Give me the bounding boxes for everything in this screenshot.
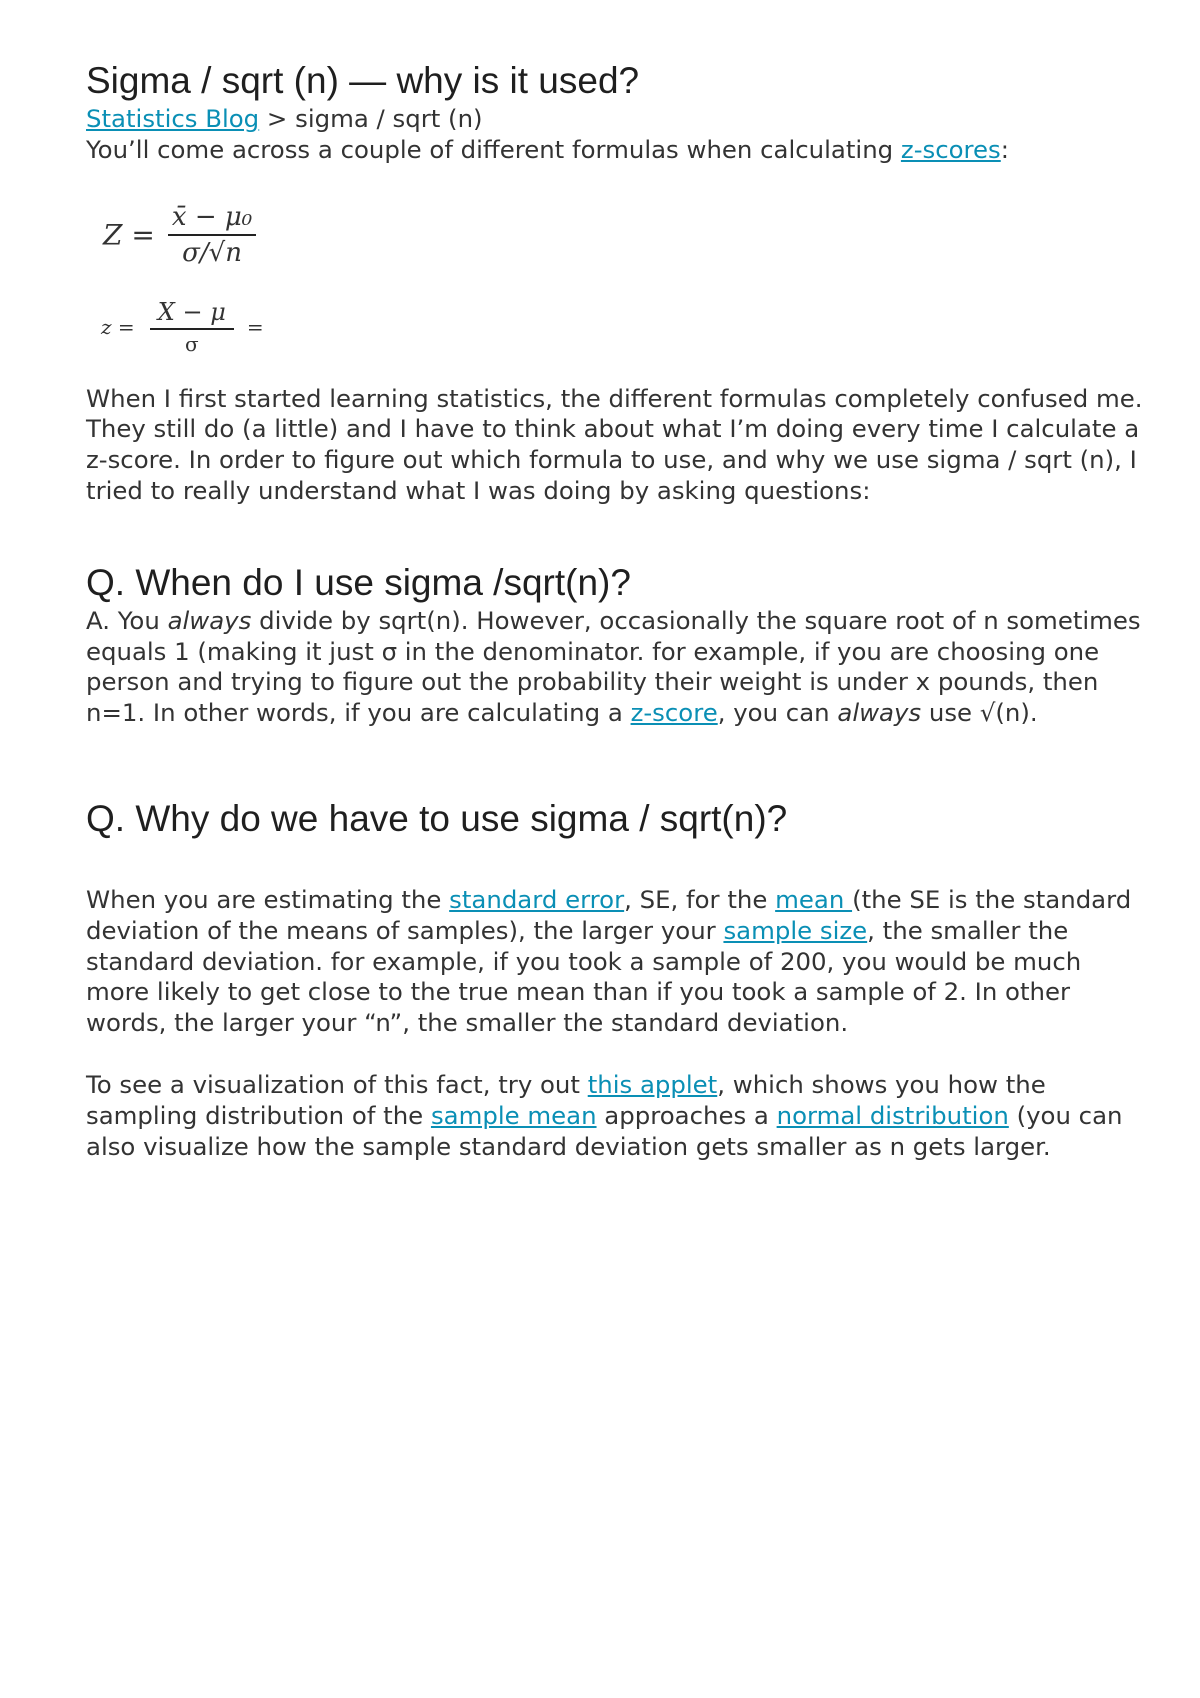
q1-text-mid2: , you can xyxy=(717,698,838,728)
q2-paragraph-applet xyxy=(86,1070,1146,1162)
link-z-scores[interactable]: z-scores xyxy=(900,134,1001,164)
formula2-trailing: = xyxy=(246,314,264,339)
q2-applet-text-a: To see a visualization of this fact, try out xyxy=(86,1069,588,1099)
formula-z-single xyxy=(101,298,1146,362)
link-mean[interactable]: mean xyxy=(775,884,853,914)
formula2-fraction xyxy=(150,298,234,356)
q1-text-prefix: A. You xyxy=(86,605,168,635)
q2-applet-text-c: approaches a xyxy=(596,1100,777,1130)
formula1-fraction xyxy=(168,202,256,268)
link-sample-mean[interactable]: sample mean xyxy=(430,1100,597,1130)
q1-emphasis-always: always xyxy=(167,605,252,635)
q2-text-b: , SE, for the xyxy=(624,884,776,914)
page-title: Sigma / sqrt (n) — why is it used? xyxy=(86,60,640,101)
link-normal-distribution[interactable]: normal distribution xyxy=(776,1100,1009,1130)
q2-text-a: When you are estimating the xyxy=(86,884,450,914)
formula1-numerator: x̄ − μ₀ xyxy=(171,201,253,232)
formula2-denominator: σ xyxy=(150,328,234,356)
link-sample-size[interactable]: sample size xyxy=(723,915,868,945)
q2-text-d: , the smaller the standard deviation. for example, if you took a sample of 200, you would be much more likely to get close to the true mean than if you took a sample of 2. In other words, the larger your “n”, the smaller the standard deviation. xyxy=(86,915,1082,1038)
link-this-applet[interactable]: this applet xyxy=(587,1069,718,1099)
article xyxy=(86,58,1146,1162)
q1-text-mid: divide by sqrt(n). However, occasionally the square root of n sometimes equals 1 (making it just σ in the denominator. for example, if you are choosing one person and trying to figure out the probability their weight is under x pounds, then n=1. In other words, if you are calculating a xyxy=(86,605,1141,728)
paragraph-intro-story: When I first started learning statistics, the different formulas completely confused me. They still do (a little) and I have to think about what I’m doing every time I calculate a z-score. In order to figure out which formula to use, and why we use sigma / sqrt (n), I tried to really understand what I was doing by asking questions: xyxy=(86,383,1143,505)
formula1-denominator: σ/√n xyxy=(168,234,256,268)
breadcrumb xyxy=(86,104,1146,135)
intro-paragraph xyxy=(86,135,1146,166)
q2-applet-text-b: , which shows you how the sampling distribution of the xyxy=(86,1069,1046,1130)
breadcrumb-separator: > xyxy=(259,104,296,133)
q1-emphasis-always-2: always xyxy=(837,698,922,728)
breadcrumb-link-statistics-blog[interactable]: Statistics Blog xyxy=(86,104,260,133)
breadcrumb-current: sigma / sqrt (n) xyxy=(295,104,483,133)
q1-text-end: use √(n). xyxy=(921,698,1038,728)
formula2-lhs: z = xyxy=(101,314,135,339)
formula2-numerator: X − μ xyxy=(157,297,226,326)
formula1-lhs: Z = xyxy=(103,218,155,252)
q1-answer xyxy=(86,606,1146,729)
link-standard-error[interactable]: standard error xyxy=(449,884,625,914)
link-z-score[interactable]: z-score xyxy=(630,698,718,728)
intro-end: : xyxy=(1000,134,1009,164)
section-title-q2: Q. Why do we have to use sigma / sqrt(n)? xyxy=(86,797,788,839)
q2-paragraph-standard-error xyxy=(86,885,1146,1039)
intro-text: You’ll come across a couple of different formulas when calculating xyxy=(86,134,901,164)
section-title-q1: Q. When do I use sigma /sqrt(n)? xyxy=(86,561,631,603)
formula-z-sample-mean xyxy=(103,202,1146,284)
q2-applet-text-d: (you can also visualize how the sample standard deviation gets smaller as n gets larger. xyxy=(86,1100,1123,1161)
q2-text-c: (the SE is the standard deviation of the means of samples), the larger your xyxy=(86,884,1132,945)
